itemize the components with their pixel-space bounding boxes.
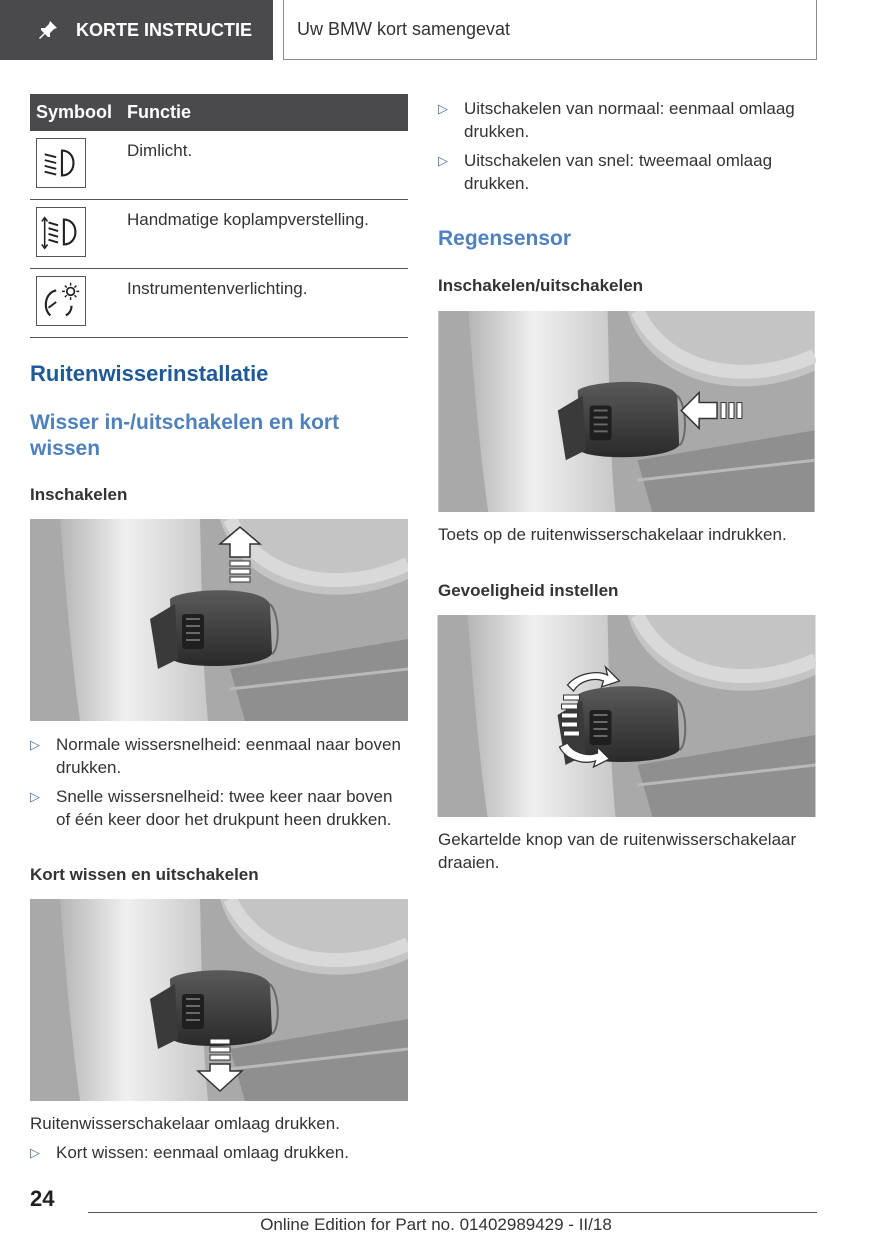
pushpin-icon [36, 18, 60, 42]
subheading-short-wipe: Kort wissen en uitschakelen [30, 865, 259, 884]
subheading-sensitivity: Gevoeligheid instellen [438, 581, 619, 600]
sensitivity-knob-illustration [437, 615, 816, 817]
bullet-list-on [30, 733, 410, 837]
wiper-down-illustration [30, 899, 408, 1101]
caption-sensitivity: Gekartelde knop van de ruitenwisserschakelaar draaien. [438, 830, 797, 872]
list-item: ▷ Uitschakelen van normaal: eenmaal omlaag drukken. [438, 99, 795, 141]
caption-rain-on: Toets op de ruitenwisserschakelaar indrukken. [438, 525, 787, 544]
bullet-list-short [30, 1141, 410, 1170]
page-number: 24 [30, 1186, 55, 1211]
subheading-on: Inschakelen [30, 485, 128, 504]
col-header-function: Functie [127, 102, 192, 122]
low-beam-icon [36, 138, 86, 188]
list-item: ▷ Snelle wissersnelheid: twee keer naar boven of één keer door het drukpunt heen drukken. [30, 787, 393, 829]
footer-divider [88, 1212, 817, 1213]
rain-sensor-button-illustration [437, 311, 816, 512]
headlight-range-icon [36, 207, 86, 257]
table-row [30, 131, 408, 200]
col-header-symbol: Symbool [36, 102, 113, 122]
table-cell-function: Instrumentenverlichting. [127, 279, 308, 298]
instrument-lighting-icon [36, 276, 86, 326]
subheading-rain-on: Inschakelen/uitschakelen [438, 276, 644, 295]
wiper-up-illustration [30, 519, 408, 721]
table-row [30, 200, 408, 269]
section-tab-label: KORTE INSTRUCTIE [76, 19, 253, 40]
list-item: ▷ Kort wissen: eenmaal omlaag drukken. [30, 1143, 349, 1162]
heading-wipe: Wisser in-/uitschakelen en kort wissen [30, 411, 340, 460]
heading-wipers: Ruitenwisserinstallatie [30, 361, 269, 386]
caption-short-wipe: Ruitenwisserschakelaar omlaag drukken. [30, 1114, 340, 1133]
table-row [30, 269, 408, 338]
heading-rain-sensor: Regensensor [438, 227, 572, 250]
list-item: ▷ Normale wissersnelheid: eenmaal naar boven drukken. [30, 735, 401, 777]
table-cell-function: Handmatige koplampverstelling. [127, 210, 369, 229]
bullet-list-off [438, 97, 818, 201]
table-cell-function: Dimlicht. [127, 141, 193, 160]
footer-edition: Online Edition for Part no. 01402989429 - II/18 [260, 1215, 612, 1234]
table-header [30, 94, 408, 131]
list-item: ▷ Uitschakelen van snel: tweemaal omlaag drukken. [438, 151, 773, 193]
section-tab [0, 0, 273, 60]
symbol-table [30, 94, 408, 338]
chapter-title: Uw BMW kort samengevat [283, 0, 817, 60]
